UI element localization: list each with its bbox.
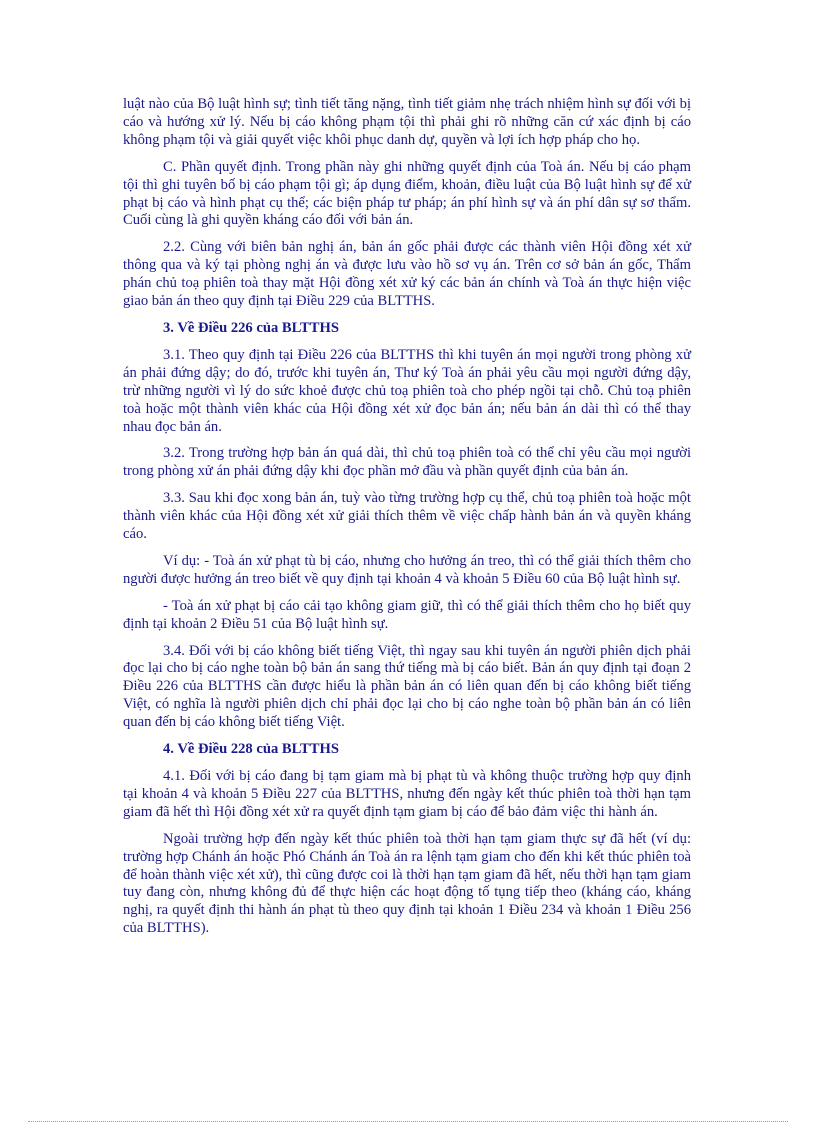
paragraph-3-1: 3.1. Theo quy định tại Điều 226 của BLTTHS thì khi tuyên án mọi người trong phòng xử án phải đứng dậy; do đó, trước khi tuyên án, Thư ký Toà án phải yêu cầu mọi người đứng dậy, trừ những người vì lý do sức khoẻ được chủ toạ phiên toà cho phép ngồi tại chỗ. Chủ toạ phiên toà hoặc một thành viên khác của Hội đồng xét xử đọc bản án; nếu bản án dài thì có thể thay nhau đọc bản án. (123, 346, 691, 435)
paragraph-decision-section: C. Phần quyết định. Trong phần này ghi những quyết định của Toà án. Nếu bị cáo phạm tội thì ghi tuyên bố bị cáo phạm tội gì; áp dụng điểm, khoản, điều luật của Bộ luật hình sự để xử phạt bị cáo và hình phạt cụ thể; các biện pháp tư pháp; án phí hình sự và án phí dân sự sơ thẩm. Cuối cùng là ghi quyền kháng cáo đối với bản án. (123, 158, 691, 229)
page-bottom-divider (28, 1121, 788, 1122)
paragraph-continuation: luật nào của Bộ luật hình sự; tình tiết tăng nặng, tình tiết giảm nhẹ trách nhiệm hình sự đối với bị cáo và hướng xử lý. Nếu bị cáo không phạm tội thì phải ghi rõ những căn cứ xác định bị cáo không phạm tội và giải quyết việc khôi phục danh dự, quyền và lợi ích hợp pháp cho họ. (123, 96, 691, 148)
paragraph-example-noncustodial: - Toà án xử phạt bị cáo cải tạo không giam giữ, thì có thể giải thích thêm cho họ biết quy định tại khoản 2 Điều 51 của Bộ luật hình sự. (123, 597, 691, 632)
paragraph-3-4: 3.4. Đối với bị cáo không biết tiếng Việt, thì ngay sau khi tuyên án người phiên dịch phải đọc lại cho bị cáo nghe toàn bộ bản án sang thứ tiếng mà bị cáo biết. Bản án quy định tại đoạn 2 Điều 226 của BLTTHS cần được hiểu là phần bản án có liên quan đến bị cáo không biết tiếng Việt, có nghĩa là người phiên dịch chỉ phải đọc lại cho bị cáo nghe toàn bộ phần bản án có liên quan đến bị cáo không biết tiếng Việt. (123, 642, 691, 731)
document-page (123, 96, 691, 947)
paragraph-example-suspended: Ví dụ: - Toà án xử phạt tù bị cáo, nhưng cho hưởng án treo, thì có thể giải thích thêm cho người được hưởng án treo biết về quy định tại khoản 4 và khoản 5 Điều 60 của Bộ luật hình sự. (123, 552, 691, 587)
paragraph-detention-expiry: Ngoài trường hợp đến ngày kết thúc phiên toà thời hạn tạm giam thực sự đã hết (ví dụ: trường hợp Chánh án hoặc Phó Chánh án Toà án ra lệnh tạm giam cho đến khi kết thúc phiên toà để hoàn thành việc xét xử), thì cũng được coi là thời hạn tạm giam đã hết, nếu thời hạn tạm giam tuy đang còn, nhưng không đủ để thực hiện các hoạt động tố tụng tiếp theo (kháng cáo, kháng nghị, ra quyết định thi hành án phạt tù theo quy định tại khoản 1 Điều 234 và khoản 1 Điều 256 của BLTTHS). (123, 830, 691, 937)
paragraph-4-1: 4.1. Đối với bị cáo đang bị tạm giam mà bị phạt tù và không thuộc trường hợp quy định tại khoản 4 và khoản 5 Điều 227 của BLTTHS, nhưng đến ngày kết thúc phiên toà thời hạn tạm giam đã hết thì Hội đồng xét xử ra quyết định tạm giam bị cáo để bảo đảm việc thi hành án. (123, 768, 691, 820)
paragraph-2-2: 2.2. Cùng với biên bản nghị án, bản án gốc phải được các thành viên Hội đồng xét xử thông qua và ký tại phòng nghị án và được lưu vào hồ sơ vụ án. Trên cơ sở bản án gốc, Thẩm phán chủ toạ phiên toà thay mặt Hội đồng xét xử ký các bản án chính và Toà án thực hiện việc giao bản án theo quy định tại Điều 229 của BLTTHS. (123, 239, 691, 310)
section-heading-article-228: 4. Về Điều 228 của BLTTHS (163, 741, 339, 758)
paragraph-3-2: 3.2. Trong trường hợp bản án quá dài, thì chủ toạ phiên toà có thể chỉ yêu cầu mọi người trong phòng xử án phải đứng dậy khi đọc phần mở đầu và phần quyết định của bản án. (123, 445, 691, 480)
section-heading-article-226: 3. Về Điều 226 của BLTTHS (163, 319, 339, 336)
paragraph-3-3: 3.3. Sau khi đọc xong bản án, tuỳ vào từng trường hợp cụ thể, chủ toạ phiên toà hoặc một thành viên khác của Hội đồng xét xử giải thích thêm về việc chấp hành bản án và quyền kháng cáo. (123, 490, 691, 543)
